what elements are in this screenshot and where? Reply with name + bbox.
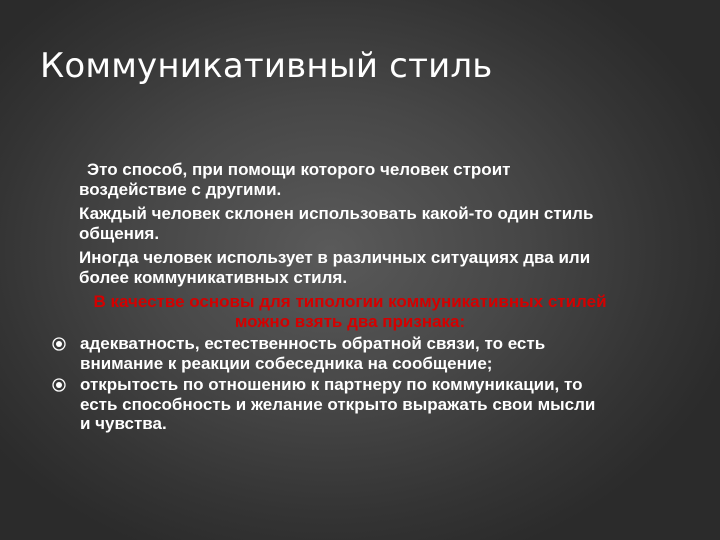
bullet-line: и чувства. [80,414,167,433]
circle-target-icon [52,337,66,351]
paragraph-line: Иногда человек использует в различных ситуациях два или [79,248,591,267]
highlight-line: можно взять два признака: [234,311,466,331]
slide-title: Коммуникативный стиль [40,46,493,86]
paragraph-definition [40,160,700,199]
paragraph-line: общения. [79,223,160,243]
paragraph-line: более коммуникативных стиля. [79,267,348,287]
slide-content [40,160,700,436]
highlight-line: В качестве основы для типологии коммуникативных стилей [93,292,607,311]
bullet-line: внимание к реакции собеседника на сообщение; [80,353,493,373]
paragraph-line: Это способ, при помощи которого человек строит [87,160,511,179]
paragraph-single-style [40,204,700,243]
paragraph-line: воздействие с другими. [79,179,282,199]
paragraph-multiple-styles [40,248,700,287]
bullet-line: адекватность, естественность обратной связи, то есть [80,334,546,353]
paragraph-line: Каждый человек склонен использовать какой-то один стиль [79,204,594,223]
highlight-text [40,292,660,331]
bullet-item-feedback [40,334,700,373]
circle-target-icon [52,378,66,392]
bullet-line: есть способность и желание открыто выражать свои мысли [80,394,596,414]
bullet-line: открытость по отношению к партнеру по коммуникации, то [80,375,583,394]
bullet-item-openness [40,375,700,434]
